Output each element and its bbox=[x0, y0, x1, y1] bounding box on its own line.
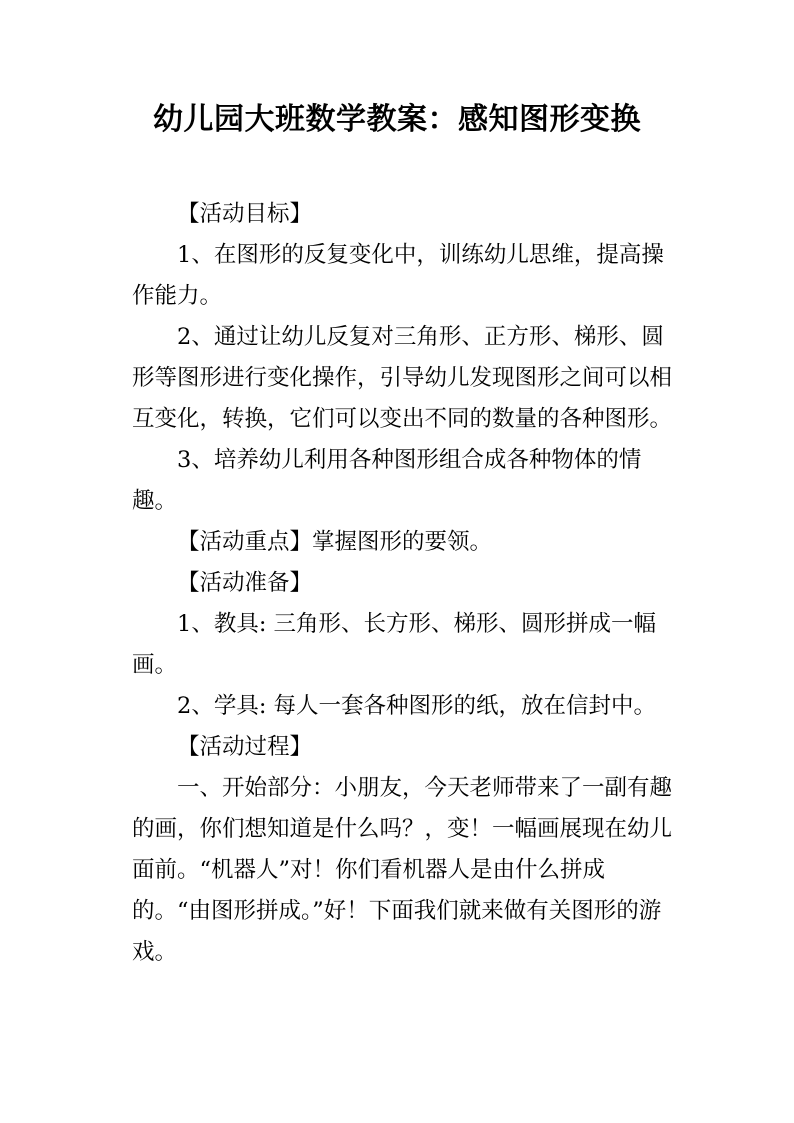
goal-item-2: 2、通过让幼儿反复对三角形、正方形、梯形、圆形等图形进行变化操作，引导幼儿发现图形之间可以相互变化，转换，它们可以变出不同的数量的各种图形。 bbox=[132, 324, 673, 432]
goal-item-3: 3、培养幼儿利用各种图形组合成各种物体的情趣。 bbox=[132, 447, 642, 514]
section-heading-preparation: 【活动准备】 bbox=[177, 570, 313, 596]
process-part-1: 一、开始部分：小朋友，今天老师带来了一副有趣的画，你们想知道是什么吗？，变！一幅画展现在幼儿面前。“机器人”对！你们看机器人是由什么拼成的。“由图形拼成。”好！下面我们就来做有关图形的游戏。 bbox=[132, 775, 673, 965]
preparation-item-2: 2、学具: 每人一套各种图形的纸，放在信封中。 bbox=[177, 693, 657, 719]
document-title: 幼儿园大班数学教案：感知图形变换 bbox=[153, 102, 641, 137]
section-heading-process: 【活动过程】 bbox=[177, 734, 313, 760]
preparation-item-1: 1、教具: 三角形、长方形、梯形、圆形拼成一幅画。 bbox=[132, 611, 657, 678]
goal-item-1: 1、在图形的反复变化中，训练幼儿思维，提高操作能力。 bbox=[132, 242, 664, 309]
document-body bbox=[132, 194, 672, 973]
section-key-point: 【活动重点】掌握图形的要领。 bbox=[177, 529, 493, 555]
section-heading-goals: 【活动目标】 bbox=[177, 201, 313, 227]
